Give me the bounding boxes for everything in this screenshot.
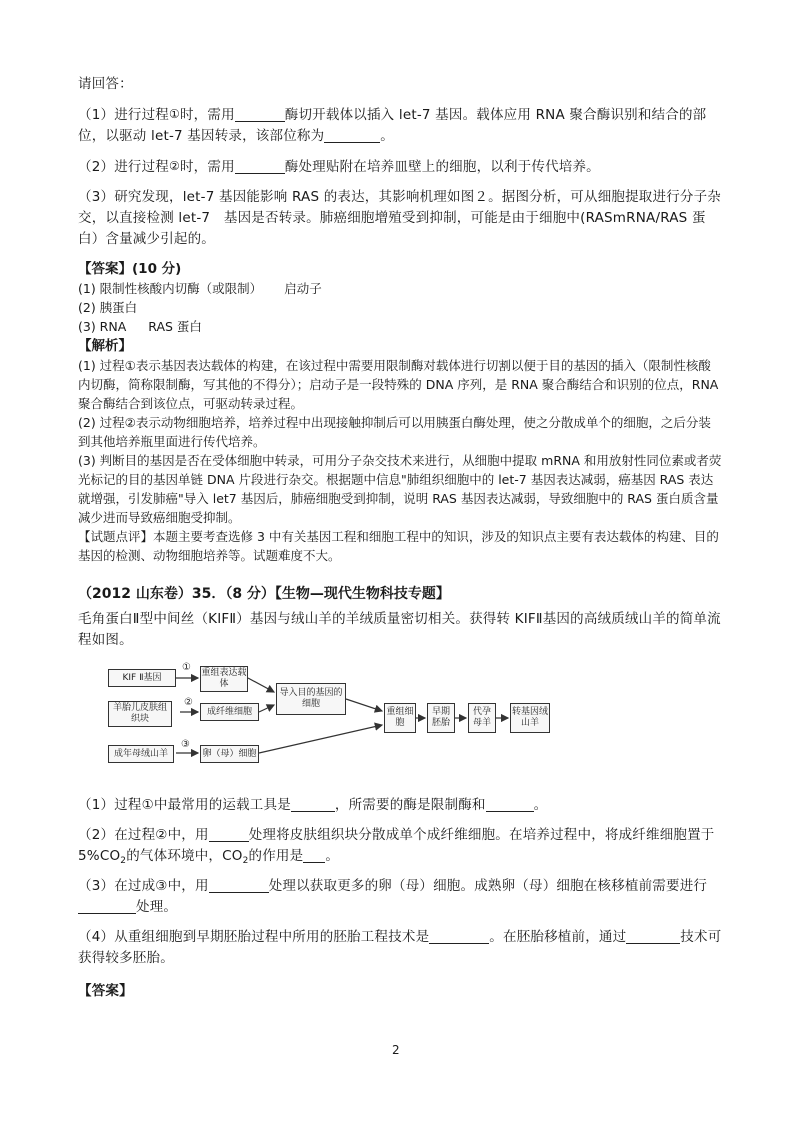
node-fetal-skin: 羊胎儿皮肤组织块: [108, 701, 172, 727]
answer-3: [78, 317, 722, 336]
section-intro: 毛角蛋白Ⅱ型中间丝（KIFⅡ）基因与绒山羊的羊绒质量密切相关。获得转 KIFⅡ基因的高绒质绒山羊的简单流程如图。: [78, 611, 721, 648]
node-oocyte: 卵（母）细胞: [200, 745, 259, 763]
part-3-blank-1[interactable]: [209, 878, 269, 893]
intro-text: 请回答：: [78, 76, 133, 92]
flowchart: [78, 661, 722, 773]
q1-text-b: 时，需用: [179, 107, 235, 123]
part-1: [78, 795, 722, 816]
part-1-text-a: （1）过程①中最常用的运载工具是: [78, 797, 291, 813]
node-transgenic-goat: 转基因绒山羊: [510, 703, 550, 733]
node-kif-gene: KIF Ⅱ基因: [108, 669, 176, 687]
answer-3-rna: (3) RNA: [78, 319, 127, 334]
part-3-text-a: （3）在过成③中，用: [78, 878, 209, 894]
part-2-blank-2[interactable]: [303, 848, 325, 863]
question-3: （3）研究发现，let-7 基因能影响 RAS 的表达，其影响机理如图２。据图分析，可从细胞提取进行分子杂交，以直接检测 let-7 基因是否转录。肺癌细胞增殖受到抑制，可能是由于细胞中(RASmRNA/RAS 蛋白）含量减少引起的。: [78, 189, 722, 247]
node-adult-female-goat: 成年母绒山羊: [108, 745, 174, 763]
section-title: （2012 山东卷）35．（8 分）【生物—现代生物科技专题】: [78, 586, 450, 602]
q1-text-c: 酶切开载体以插入 let-7 基因。载体应用 RNA 聚合酶识别和结合的部位，以驱动 let-7 基因转录，该部位称为: [78, 107, 707, 144]
part-3: [78, 876, 722, 918]
part-3-blank-2[interactable]: [78, 899, 136, 914]
node-target-gene-cell: 导入目的基因的细胞: [276, 683, 346, 715]
analysis-heading: 【解析】: [78, 338, 132, 354]
q1-blank-2[interactable]: [324, 128, 380, 143]
answer-1-enzyme: (1) 限制性核酸内切酶（或限制）: [78, 281, 263, 296]
analysis-3: (3) 判断目的基因是否在受体细胞中转录，可用分子杂交技术来进行，从细胞中提取 mRNA 和用放射性同位素或者荧光标记的目的基因单链 DNA 片段进行杂交。根据题中信息"肺组织细胞中的 let-7 基因表达减弱，癌基因 RAS 表达就增强，引发肺癌"导入 let7 基因后，肺癌细胞受到抑制，说明 RAS 基因表达减弱，导致细胞中的 RAS 蛋白质含量减少进而导致癌细胞受抑制。: [78, 453, 722, 525]
part-2-blank-1[interactable]: [209, 827, 249, 842]
part-2-text-c: 的气体环境中，CO: [126, 848, 243, 864]
page-number: 2: [392, 1043, 400, 1057]
circle-2-icon: ②: [169, 159, 180, 173]
q2-blank-1[interactable]: [235, 159, 285, 174]
part-3-text-c: 处理。: [136, 899, 178, 915]
answer-2-heading: 【答案】: [78, 983, 133, 999]
step-3-label: ③: [181, 739, 190, 750]
co2-subscript-1: 2: [120, 856, 127, 866]
analysis-1: (1) 过程①表示基因表达载体的构建，在该过程中需要用限制酶对载体进行切割以便于目的基因的插入（限制性核酸内切酶，简称限制酶，写其他的不得分）；启动子是一段特殊的 DNA 序列，是 RNA 聚合酶结合和识别的位点，RNA 聚合酶结合到该位点，可驱动转录过程。: [78, 358, 719, 411]
q1-blank-1[interactable]: [235, 107, 285, 122]
answer-1: [78, 279, 722, 298]
analysis-2: (2) 过程②表示动物细胞培养，培养过程中出现接触抑制后可以用胰蛋白酶处理，使之分散成单个的细胞，之后分装到其他培养瓶里面进行传代培养。: [78, 415, 711, 449]
co2-subscript-2: 2: [242, 856, 249, 866]
part-4-text-c: 技术可获得较多胚胎。: [78, 929, 722, 966]
answer-3-ras: RAS 蛋白: [148, 319, 202, 334]
q1-text-a: （1）进行过程: [78, 107, 169, 123]
part-4-text-a: （4）从重组细胞到早期胚胎过程中所用的胚胎工程技术是: [78, 929, 430, 945]
part-4-text-b: 。在胚胎移植前，通过: [489, 929, 627, 945]
part-4: [78, 927, 722, 969]
answer-heading: 【答案】(10 分): [78, 261, 182, 277]
circle-1-icon: ①: [169, 107, 180, 121]
q1-text-d: 。: [380, 128, 394, 144]
q2-text-c: 酶处理贴附在培养皿壁上的细胞，以利于传代培养。: [284, 159, 600, 175]
part-4-blank-1[interactable]: [429, 929, 489, 944]
node-surrogate-ewe: 代孕母羊: [468, 703, 496, 733]
part-2: [78, 825, 722, 867]
question-2: [78, 156, 722, 178]
q2-text-a: （2）进行过程: [78, 159, 169, 175]
part-2-text-d: 的作用是: [248, 848, 304, 864]
node-recombinant-vector: 重组表达载体: [200, 666, 248, 692]
q2-text-b: 时，需用: [179, 159, 235, 175]
answer-1-promoter: 启动子: [284, 281, 322, 296]
part-1-text-b: ，所需要的酶是限制酶和: [334, 797, 486, 813]
document-body: [78, 74, 722, 1001]
part-1-blank-1[interactable]: [291, 797, 335, 812]
part-2-text-e: 。: [325, 848, 340, 864]
node-early-embryo: 早期胚胎: [427, 703, 455, 733]
node-fibroblast: 成纤维细胞: [200, 703, 259, 721]
part-3-text-b: 处理以获取更多的卵（母）细胞。成熟卵（母）细胞在核移植前需要进行: [268, 878, 708, 894]
step-2-label: ②: [184, 697, 193, 708]
teacher-comment: 【试题点评】本题主要考查选修 3 中有关基因工程和细胞工程中的知识，涉及的知识点主要有表达载体的构建、目的基因的检测、动物细胞培养等。试题难度不大。: [78, 529, 719, 563]
part-2-text-b: 处理将皮肤组织块分散成单个成纤维细胞。在培养过程中，将成纤维细胞置于 5%CO: [78, 827, 715, 864]
part-1-text-c: 。: [533, 797, 548, 813]
step-1-label: ①: [182, 662, 191, 673]
node-recombinant-cell: 重组细胞: [384, 703, 416, 733]
part-4-blank-2[interactable]: [626, 929, 680, 944]
part-2-text-a: （2）在过程②中，用: [78, 827, 209, 843]
question-1: [78, 104, 722, 147]
part-1-blank-2[interactable]: [486, 797, 534, 812]
answer-2: (2) 胰蛋白: [78, 300, 138, 315]
